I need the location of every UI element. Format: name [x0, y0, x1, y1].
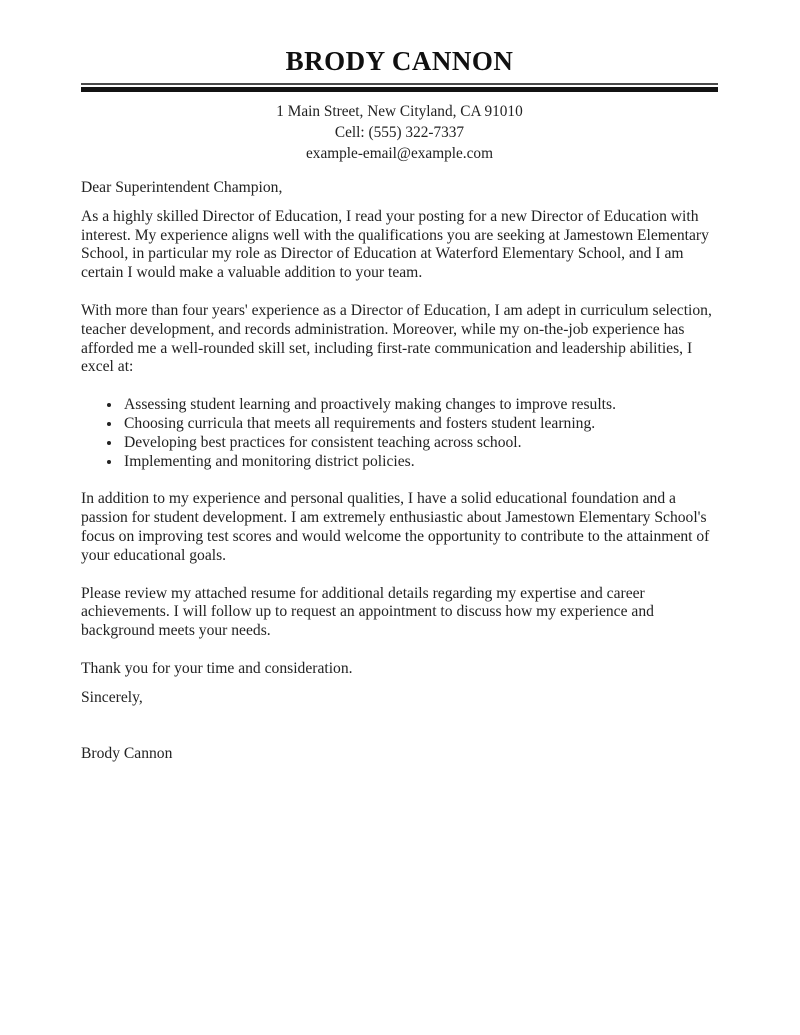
bullet-item: • Developing best practices for consistent teaching across school.: [122, 434, 718, 453]
contact-block: [81, 101, 718, 164]
paragraph-qualities: In addition to my experience and personal qualities, I have a solid educational foundation and a passion for student development. I am extremely enthusiastic about Jamestown Elementary School's focus on improving test scores and would welcome the opportunity to contribute to the attainment of your educational goals.: [81, 490, 710, 564]
closing-signoff: Sincerely,: [81, 688, 143, 706]
header-rule: [81, 83, 718, 92]
paragraph-intro: As a highly skilled Director of Education, I read your posting for a new Director of Education with interest. My experience aligns well with the qualifications you are seeking at Jamestown Elementary School, in particular my role as Director of Education at Waterford Elementary School, and I am certain I would make a valuable addition to your team.: [81, 207, 709, 282]
signature-name: Brody Cannon: [81, 744, 173, 762]
letter-author-name: BRODY CANNON: [285, 46, 514, 76]
paragraph-resume: Please review my attached resume for additional details regarding my expertise and career achievements. I will follow up to request an appointment to discuss how my experience and background meets your needs.: [81, 584, 654, 640]
bullet-item: • Choosing curricula that meets all requirements and fosters student learning.: [122, 415, 718, 434]
bullet-item: • Assessing student learning and proactively making changes to improve results.: [122, 396, 718, 415]
header-rule-thick-line: [81, 87, 718, 92]
salutation: Dear Superintendent Champion,: [81, 179, 283, 196]
letter-body: [81, 179, 718, 763]
contact-email: example-email@example.com: [306, 145, 493, 162]
contact-address: 1 Main Street, New Cityland, CA 91010: [276, 103, 523, 120]
paragraph-experience: With more than four years' experience as a Director of Education, I am adept in curriculum selection, teacher development, and records administration. Moreover, while my on-the-job experience has afforded me a well-rounded skill set, including first-rate communication and leadership abilities, I excel at:: [81, 301, 712, 376]
contact-phone: Cell: (555) 322-7337: [334, 124, 465, 141]
closing-thanks: Thank you for your time and consideration.: [81, 659, 353, 677]
bullet-item: • Implementing and monitoring district policies.: [122, 453, 718, 472]
skills-bullet-list: [81, 396, 718, 471]
